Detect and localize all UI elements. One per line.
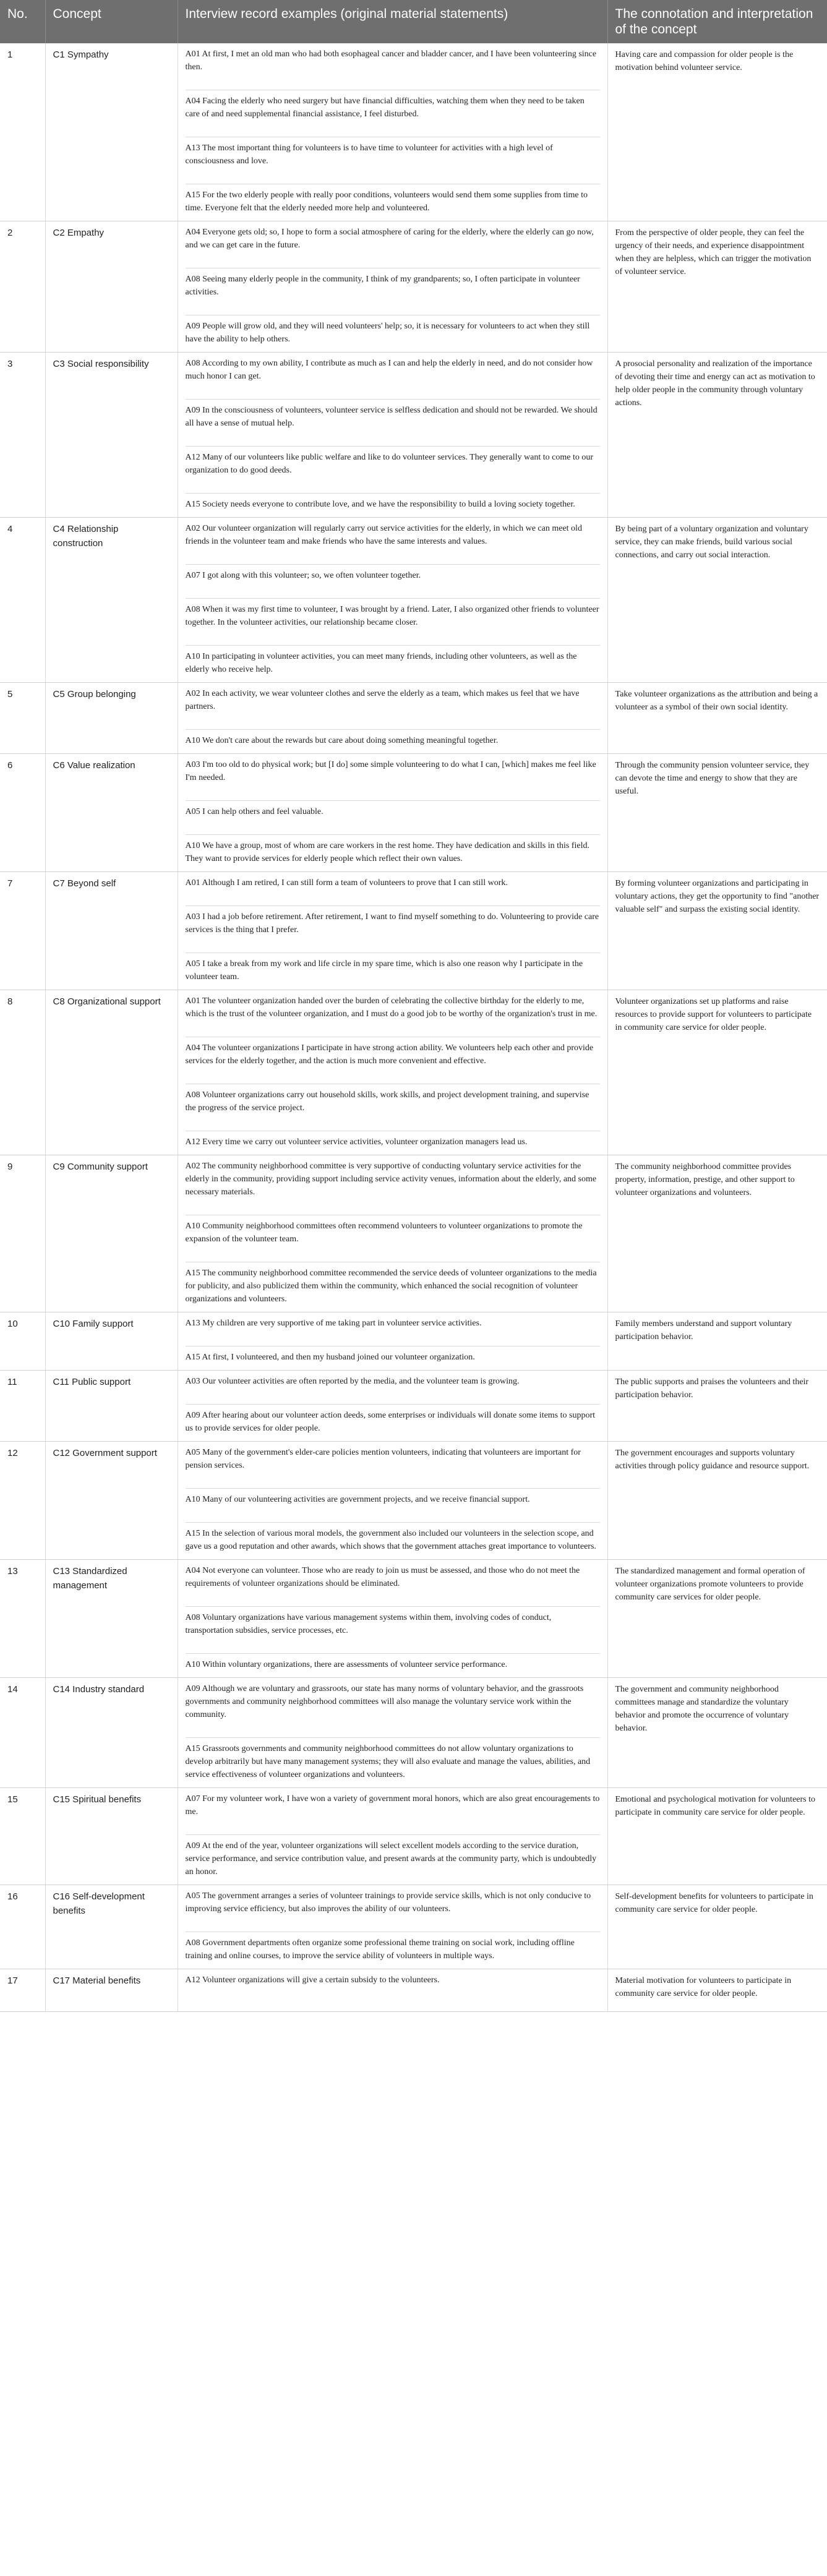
table-row [0,1885,827,1969]
concept-cell: C13 Standardized management [45,1560,178,1678]
examples-cell [178,683,607,754]
table-row [0,1312,827,1371]
interview-example: A07 I got along with this volunteer; so, we often volunteer together. [186,565,600,599]
concept-cell: C17 Material benefits [45,1969,178,2012]
interview-example: A01 The volunteer organization handed over the burden of celebrating the collective birthday for the elderly to me, which is the trust of the volunteer organization, and I must do a good job to be worthy of the organization's trust in me. [186,990,600,1037]
concept-cell: C1 Sympathy [45,43,178,221]
table-row [0,1560,827,1678]
interview-example: A03 I'm too old to do physical work; but [I do] some simple volunteering to do what I can, [which] makes me feel like I'm needed. [186,754,600,801]
interview-example: A10 Community neighborhood committees often recommend volunteers to volunteer organizations to promote the expansion of the volunteer team. [186,1215,600,1262]
concept-cell: C14 Industry standard [45,1678,178,1788]
row-number: 4 [0,518,45,683]
examples-cell [178,1560,607,1678]
concept-cell: C7 Beyond self [45,872,178,990]
examples-cell [178,754,607,872]
interview-example: A08 According to my own ability, I contribute as much as I can and help the elderly in need, and do not consider how much honor I can get. [186,353,600,400]
interpretation-cell: From the perspective of older people, they can feel the urgency of their needs, and experience disappointment when they are helpless, which can trigger the motivation of volunteer service. [607,221,827,353]
interview-example: A12 Every time we carry out volunteer service activities, volunteer organization managers lead us. [185,1137,528,1147]
header-meaning: The connotation and interpretation of the concept [607,0,827,43]
interpretation-cell: Through the community pension volunteer service, they can devote the time and energy to show that they are useful. [607,754,827,872]
interview-example: A12 Volunteer organizations will give a certain subsidy to the volunteers. [185,1975,440,1985]
interpretation-cell: Family members understand and support voluntary participation behavior. [607,1312,827,1371]
interview-example: A09 Although we are voluntary and grassroots, our state has many norms of voluntary behavior, and the grassroots governments and community neighborhood committees will also manage the voluntary service work within the community. [186,1678,600,1738]
interview-example: A01 At first, I met an old man who had both esophageal cancer and bladder cancer, and I have been volunteering since then. [186,43,600,90]
row-number: 16 [0,1885,45,1969]
interview-example: A10 We have a group, most of whom are care workers in the rest home. They have dedication and skills in this field. They want to provide services for elderly people which reflect their own values. [185,841,589,864]
interview-example: A10 Many of our volunteering activities are government projects, and we receive financial support. [186,1489,600,1523]
interview-example: A15 In the selection of various moral models, the government also included our volunteers in the selection scope, and gave us a good reputation and other awards, which shows that the government attaches great importance to volunteers. [185,1529,596,1552]
table-row [0,1371,827,1442]
concept-cell: C2 Empathy [45,221,178,353]
interpretation-cell: The community neighborhood committee provides property, information, prestige, and other support to volunteer organizations and volunteers. [607,1155,827,1312]
interview-example: A02 In each activity, we wear volunteer clothes and serve the elderly as a team, which makes us feel that we have partners. [186,683,600,730]
examples-cell [178,353,607,518]
interview-example: A03 Our volunteer activities are often reported by the media, and the volunteer team is growing. [186,1371,600,1405]
concept-cell: C11 Public support [45,1371,178,1442]
interpretation-cell: By being part of a voluntary organization and voluntary service, they can make friends, build various social connections, and carry out social interaction. [607,518,827,683]
interview-example: A05 I can help others and feel valuable. [186,801,600,835]
table-row [0,872,827,990]
row-number: 6 [0,754,45,872]
row-number: 17 [0,1969,45,2012]
examples-cell [178,1442,607,1560]
table-row [0,683,827,754]
interview-example: A08 Volunteer organizations carry out household skills, work skills, and project development training, and supervise the progress of the service project. [186,1084,600,1131]
row-number: 7 [0,872,45,990]
table-row [0,221,827,353]
examples-cell [178,1885,607,1969]
interview-example: A05 Many of the government's elder-care policies mention volunteers, indicating that volunteers are important for pension services. [186,1442,600,1489]
concept-cell: C16 Self-development benefits [45,1885,178,1969]
interpretation-cell: The public supports and praises the volunteers and their participation behavior. [607,1371,827,1442]
table-row [0,518,827,683]
examples-cell [178,872,607,990]
examples-cell [178,1371,607,1442]
row-number: 8 [0,990,45,1155]
interview-example: A10 Within voluntary organizations, there are assessments of volunteer service performance. [185,1660,508,1670]
interview-example: A08 When it was my first time to volunteer, I was brought by a friend. Later, I also organized other friends to volunteer together. In the volunteer activities, our relationship became closer. [186,599,600,646]
row-number: 2 [0,221,45,353]
table-header [0,0,827,43]
table-row [0,43,827,221]
concept-cell: C3 Social responsibility [45,353,178,518]
interview-example: A15 Society needs everyone to contribute love, and we have the responsibility to build a loving society together. [185,500,575,510]
concept-cell: C9 Community support [45,1155,178,1312]
interview-example: A02 Our volunteer organization will regularly carry out service activities for the elderly, in which we can meet old friends in the volunteer team and make friends who have the same interests and values. [186,518,600,565]
interview-example: A09 After hearing about our volunteer action deeds, some enterprises or individuals will donate some items to support us to provide services for older people. [185,1411,596,1434]
interpretation-cell: A prosocial personality and realization of the importance of devoting their time and energy can act as motivation to help older people in the community through voluntary actions. [607,353,827,518]
header-concept: Concept [45,0,178,43]
table-row [0,1969,827,2012]
examples-cell [178,518,607,683]
interview-example: A04 Facing the elderly who need surgery but have financial difficulties, watching them when they need to be taken care of and need supplemental financial assistance, I feel disturbed. [186,90,600,137]
interview-example: A15 At first, I volunteered, and then my husband joined our volunteer organization. [185,1353,475,1363]
interview-example: A13 The most important thing for volunteers is to have time to volunteer for activities with a high level of consciousness and love. [186,137,600,184]
concept-cell: C10 Family support [45,1312,178,1371]
interview-example: A01 Although I am retired, I can still form a team of volunteers to prove that I can still work. [186,872,600,906]
row-number: 10 [0,1312,45,1371]
interpretation-cell: The government encourages and supports voluntary activities through policy guidance and resource support. [607,1442,827,1560]
interview-example: A08 Government departments often organize some professional theme training on social work, including offline training and online courses, to improve the service ability of volunteers in multiple ways. [185,1938,575,1961]
interview-example: A05 The government arranges a series of volunteer trainings to provide service skills, which is not only conducive to improving service efficiency, but also improves the ability of our volunteers. [186,1885,600,1932]
interview-example: A15 For the two elderly people with really poor conditions, volunteers would send them some supplies from time to time. Everyone felt that the elderly needed more help and volunteered. [185,190,588,213]
interpretation-cell: The government and community neighborhood committees manage and standardize the voluntary behavior and promote the occurrence of voluntary behavior. [607,1678,827,1788]
interview-example: A12 Many of our volunteers like public welfare and like to do volunteer services. They generally want to come to our organization to do good deeds. [186,447,600,494]
interview-example: A02 The community neighborhood committee is very supportive of conducting voluntary service activities for the elderly in the community, providing support including service activity venues, information about the elderly, and some necessary materials. [186,1155,600,1215]
interview-example: A15 The community neighborhood committee recommended the service deeds of volunteer organizations to the media for publicity, and also publicized them within the community, which enhanced the social recognition of volunteer organizations and volunteers. [185,1269,597,1304]
row-number: 5 [0,683,45,754]
table-body [0,43,827,2012]
concept-cell: C8 Organizational support [45,990,178,1155]
row-number: 14 [0,1678,45,1788]
interview-example: A08 Seeing many elderly people in the community, I think of my grandparents; so, I often participate in volunteer activities. [186,268,600,315]
header-no: No. [0,0,45,43]
table-row [0,1155,827,1312]
concept-cell: C4 Relationship construction [45,518,178,683]
interview-example: A15 Grassroots governments and community neighborhood committees do not allow voluntary organizations to develop arbitrarily but have many management systems; they will also evaluate and manage the values, abilities, and service effectiveness of volunteer organizations and volunteers. [185,1744,591,1780]
concept-cell: C6 Value realization [45,754,178,872]
examples-cell [178,1678,607,1788]
examples-cell [178,1969,607,2012]
interpretation-cell: Having care and compassion for older people is the motivation behind volunteer service. [607,43,827,221]
interview-example: A09 At the end of the year, volunteer organizations will select excellent models according to the service duration, service performance, and service contribution value, and present awards at the community party, which is undoubtedly an honor. [185,1841,597,1877]
interpretation-cell: Material motivation for volunteers to participate in community care service for older people. [607,1969,827,2012]
concept-cell: C5 Group belonging [45,683,178,754]
interpretation-cell: Self-development benefits for volunteers to participate in community care service for older people. [607,1885,827,1969]
table-row [0,754,827,872]
interview-example: A09 People will grow old, and they will need volunteers' help; so, it is necessary for volunteers to act when they still have the ability to help others. [185,322,590,344]
row-number: 12 [0,1442,45,1560]
row-number: 3 [0,353,45,518]
row-number: 1 [0,43,45,221]
examples-cell [178,1155,607,1312]
interview-example: A03 I had a job before retirement. After retirement, I want to find myself something to do. Volunteering to provide care services is the thing that I prefer. [186,906,600,953]
interpretation-cell: Volunteer organizations set up platforms and raise resources to provide support for volunteers to participate in community care service for older people. [607,990,827,1155]
header-examples: Interview record examples (original material statements) [178,0,607,43]
table-row [0,1788,827,1885]
row-number: 11 [0,1371,45,1442]
interview-example: A04 The volunteer organizations I participate in have strong action ability. We volunteers help each other and provide services for the elderly together, and the action is much more convenient and effective. [186,1037,600,1084]
header-row [0,0,827,43]
examples-cell [178,990,607,1155]
interview-example: A10 We don't care about the rewards but care about doing something meaningful together. [185,736,499,746]
row-number: 15 [0,1788,45,1885]
concept-cell: C15 Spiritual benefits [45,1788,178,1885]
interview-example: A07 For my volunteer work, I have won a variety of government moral honors, which are also great encouragements to me. [186,1788,600,1835]
examples-cell [178,1788,607,1885]
interview-example: A10 In participating in volunteer activities, you can meet many friends, including other volunteers, as well as the elderly who receive help. [185,652,577,675]
interview-example: A04 Not everyone can volunteer. Those who are ready to join us must be assessed, and those who do not meet the requirements of volunteer organizations should be eliminated. [186,1560,600,1607]
interview-example: A09 In the consciousness of volunteers, volunteer service is selfless dedication and should not be rewarded. We should all have a sense of mutual help. [186,400,600,447]
table-row [0,990,827,1155]
row-number: 13 [0,1560,45,1678]
examples-cell [178,43,607,221]
interview-example: A04 Everyone gets old; so, I hope to form a social atmosphere of caring for the elderly, where the elderly can go now, and we can get care in the future. [186,221,600,268]
examples-cell [178,1312,607,1371]
interpretation-cell: The standardized management and formal operation of volunteer organizations promote volunteers to provide community care services for older people. [607,1560,827,1678]
interview-example: A08 Voluntary organizations have various management systems within them, involving codes of conduct, transportation subsidies, service processes, etc. [186,1607,600,1654]
row-number: 9 [0,1155,45,1312]
concept-cell: C12 Government support [45,1442,178,1560]
table-row [0,1678,827,1788]
interview-example: A05 I take a break from my work and life circle in my spare time, which is also one reason why I participate in the volunteer team. [185,959,583,982]
table-row [0,1442,827,1560]
interpretation-cell: Take volunteer organizations as the attribution and being a volunteer as a symbol of their own social identity. [607,683,827,754]
interpretation-cell: By forming volunteer organizations and participating in voluntary actions, they get the opportunity to find "another valuable self" and surpass the existing social identity. [607,872,827,990]
table-row [0,353,827,518]
interpretation-cell: Emotional and psychological motivation for volunteers to participate in community care service for older people. [607,1788,827,1885]
interview-example: A13 My children are very supportive of me taking part in volunteer service activities. [186,1312,600,1346]
examples-cell [178,221,607,353]
